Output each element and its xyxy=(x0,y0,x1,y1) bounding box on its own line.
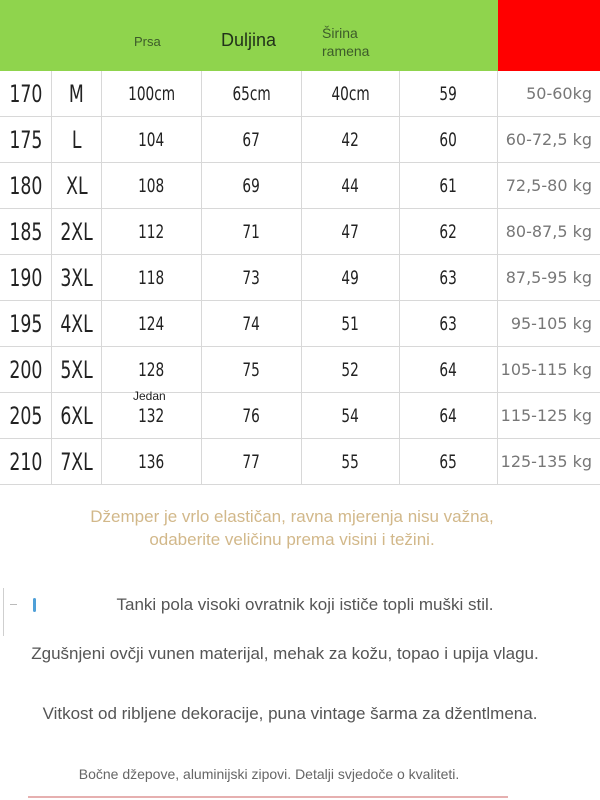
header-red-block xyxy=(498,0,600,71)
chest-cell: 100cm xyxy=(102,71,202,117)
length-cell: 74 xyxy=(202,301,302,347)
length-cell: 76 xyxy=(202,393,302,439)
height-cell: 200 xyxy=(0,347,52,393)
weight-cell: 72,5-80 kg xyxy=(498,163,600,209)
size-cell: 7XL xyxy=(52,439,102,485)
sleeve-cell: 63 xyxy=(400,301,498,347)
size-table-header xyxy=(0,0,600,71)
weight-cell: 60-72,5 kg xyxy=(498,117,600,163)
size-cell: 2XL xyxy=(52,209,102,255)
table-row xyxy=(0,439,600,485)
height-cell: 195 xyxy=(0,301,52,347)
sleeve-cell: 63 xyxy=(400,255,498,301)
table-row xyxy=(0,163,600,209)
table-row xyxy=(0,71,600,117)
height-cell: 175 xyxy=(0,117,52,163)
shoulder-cell: 49 xyxy=(302,255,400,301)
chest-cell: 118 xyxy=(102,255,202,301)
size-cell: L xyxy=(52,117,102,163)
weight-cell: 87,5-95 kg xyxy=(498,255,600,301)
length-cell: 67 xyxy=(202,117,302,163)
sleeve-cell: 62 xyxy=(400,209,498,255)
size-table xyxy=(0,71,600,486)
shoulder-cell: 40cm xyxy=(302,71,400,117)
shoulder-cell: 47 xyxy=(302,209,400,255)
sleeve-cell: 61 xyxy=(400,163,498,209)
table-row xyxy=(0,301,600,347)
table-row xyxy=(0,393,600,439)
weight-cell: 80-87,5 kg xyxy=(498,209,600,255)
length-cell: 73 xyxy=(202,255,302,301)
size-cell: 3XL xyxy=(52,255,102,301)
header-length-label: Duljina xyxy=(221,30,277,50)
table-row xyxy=(0,347,600,393)
table-row xyxy=(0,117,600,163)
length-cell: 65cm xyxy=(202,71,302,117)
feature-pockets: Bočne džepove, aluminijski zipovi. Detalji svjedoče o kvaliteti. xyxy=(78,766,460,782)
height-cell: 190 xyxy=(0,255,52,301)
weight-cell: 50-60kg xyxy=(498,71,600,117)
chest-cell: 124 xyxy=(102,301,202,347)
decorative-divider xyxy=(3,588,4,636)
sleeve-cell: 64 xyxy=(400,347,498,393)
shoulder-cell: 55 xyxy=(302,439,400,485)
sleeve-cell: 65 xyxy=(400,439,498,485)
length-cell: 69 xyxy=(202,163,302,209)
length-cell: 71 xyxy=(202,209,302,255)
decorative-tick xyxy=(10,604,17,605)
size-cell: M xyxy=(52,71,102,117)
height-cell: 210 xyxy=(0,439,52,485)
weight-cell: 115-125 kg xyxy=(498,393,600,439)
table-row xyxy=(0,255,600,301)
size-cell: XL xyxy=(52,163,102,209)
chest-cell: 104 xyxy=(102,117,202,163)
shoulder-cell: 51 xyxy=(302,301,400,347)
weight-cell: 105-115 kg xyxy=(498,347,600,393)
chest-cell: 128 xyxy=(102,347,202,393)
sleeve-cell: 59 xyxy=(400,71,498,117)
sleeve-cell: 60 xyxy=(400,117,498,163)
size-cell: 6XL xyxy=(52,393,102,439)
feature-collar: Tanki pola visoki ovratnik koji ističe topli muški stil. xyxy=(116,595,494,614)
size-cell: 5XL xyxy=(52,347,102,393)
table-note: Jedan xyxy=(133,389,166,403)
weight-cell: 95-105 kg xyxy=(498,301,600,347)
feature-material: Zgušnjeni ovčji vunen materijal, mehak za kožu, topao i upija vlagu. xyxy=(31,644,539,663)
header-shoulder-label: Širina ramena xyxy=(322,25,370,59)
weight-cell: 125-135 kg xyxy=(498,439,600,485)
length-cell: 75 xyxy=(202,347,302,393)
bottom-divider xyxy=(28,796,508,798)
header-chest-label: Prsa xyxy=(134,34,161,49)
chest-cell: 112 xyxy=(102,209,202,255)
sizing-notice: Džemper je vrlo elastičan, ravna mjerenja nisu važna, odaberite veličinu prema visini i težini. xyxy=(90,507,494,549)
table-row xyxy=(0,209,600,255)
size-cell: 4XL xyxy=(52,301,102,347)
chest-cell: 136 xyxy=(102,439,202,485)
chest-cell: 108 xyxy=(102,163,202,209)
shoulder-cell: 42 xyxy=(302,117,400,163)
height-cell: 180 xyxy=(0,163,52,209)
height-cell: 205 xyxy=(0,393,52,439)
sleeve-cell: 64 xyxy=(400,393,498,439)
shoulder-cell: 54 xyxy=(302,393,400,439)
shoulder-cell: 44 xyxy=(302,163,400,209)
feature-ribbed: Vitkost od ribljene dekoracije, puna vintage šarma za džentlmena. xyxy=(42,704,538,723)
chest-cell: 132 xyxy=(102,393,202,439)
shoulder-cell: 52 xyxy=(302,347,400,393)
height-cell: 170 xyxy=(0,71,52,117)
length-cell: 77 xyxy=(202,439,302,485)
height-cell: 185 xyxy=(0,209,52,255)
